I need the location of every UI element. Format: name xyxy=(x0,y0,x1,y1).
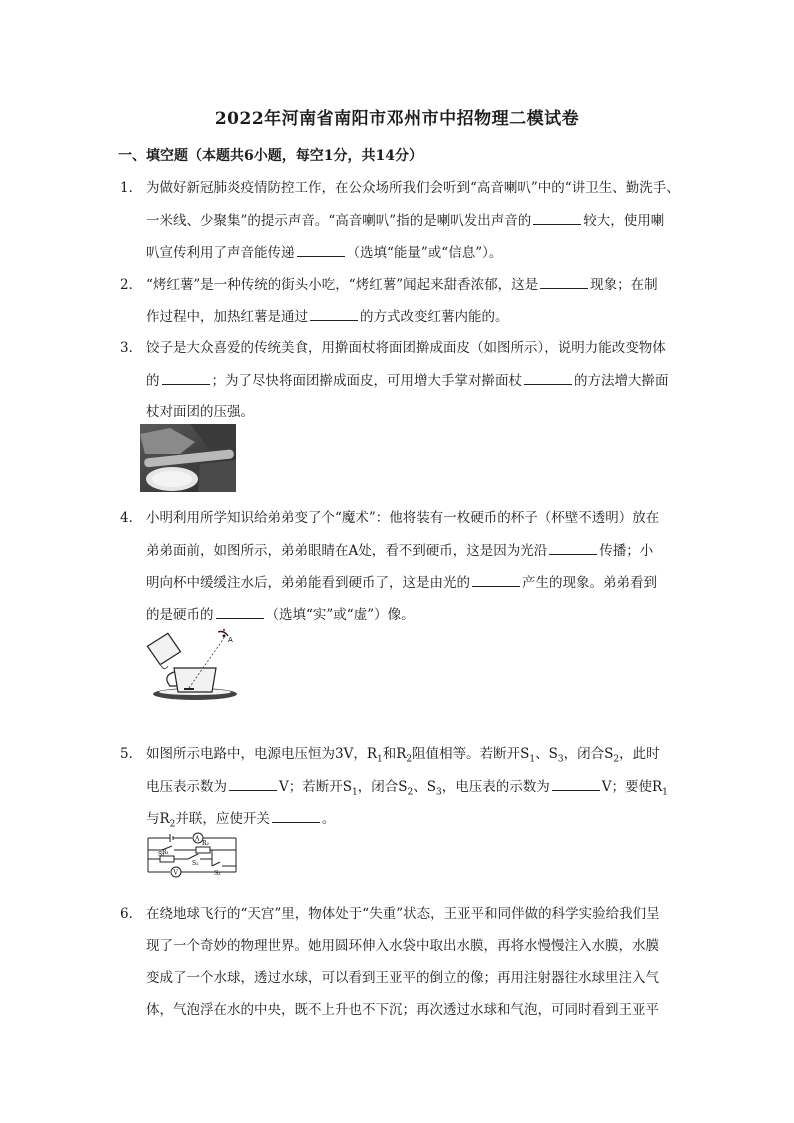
q5-line3: 与$R_2$并联，应使开关 。 xyxy=(146,808,335,835)
r2-label: R₂ xyxy=(202,840,209,847)
q1-line1: 1． 为做好新冠肺炎疫情防控工作，在公众场所我们会听到“高音喇叭”中的“讲卫生、勤洗手、 xyxy=(120,180,680,196)
q5-number: 5． xyxy=(120,746,143,762)
s3-label: S₃ xyxy=(214,870,221,877)
ammeter-label: A xyxy=(195,835,200,843)
q3-line3: 杖对面团的压强。 xyxy=(146,404,254,420)
answer-blank[interactable] xyxy=(297,242,345,257)
q1-line2: 一米线、少聚集”的提示声音。“高音喇叭”指的是喇叭发出声音的 较大，使用喇 xyxy=(146,210,664,231)
q6-line4: 体，气泡浮在水的中央，既不上升也不下沉；再次透过水球和气泡，可同时看到王亚平 xyxy=(146,1002,659,1018)
cup-coin-figure xyxy=(140,628,240,704)
s1-label: S₁ xyxy=(158,851,165,858)
answer-blank[interactable] xyxy=(310,306,358,321)
q2-line2: 作过程中，加热红薯是通过 的方式改变红薯内能的。 xyxy=(146,306,509,327)
q4-line2: 弟弟面前，如图所示，弟弟眼睛在A处，看不到硬币，这是因为光沿 传播；小 xyxy=(146,540,653,561)
q4-line4: 的是硬币的 （选填“实”或“虚”）像。 xyxy=(146,604,415,625)
q6-line3: 变成了一个水球，透过水球，可以看到王亚平的倒立的像；再用注射器往水球里注入气 xyxy=(146,970,659,986)
q3-line2: 的 ；为了尽快将面团擀成面皮，可用增大手掌对擀面杖 的方法增大擀面 xyxy=(146,370,669,391)
answer-blank[interactable] xyxy=(524,370,572,385)
answer-blank[interactable] xyxy=(533,210,581,225)
point-a-label: A xyxy=(228,636,233,644)
q4-line1: 4． 小明利用所学知识给弟弟变了个“魔术”：他将装有一枚硬币的杯子（杯壁不透明）放在 xyxy=(120,510,660,526)
q3-number: 3． xyxy=(120,340,143,356)
rolling-pin-photo xyxy=(140,424,236,492)
q4-line3: 明向杯中缓缓注水后，弟弟能看到硬币了，这是由光的 产生的现象。弟弟看到 xyxy=(146,572,657,593)
page-title: 2022年河南省南阳市邓州市中招物理二模试卷 xyxy=(214,109,580,129)
answer-blank[interactable] xyxy=(472,572,520,587)
q6-line1: 6． 在绕地球飞行的“天宫”里，物体处于“失重”状态，王亚平和同伴做的科学实验给我们呈 xyxy=(120,906,660,922)
q2-number: 2． xyxy=(120,277,143,293)
answer-blank[interactable] xyxy=(540,274,588,289)
answer-blank[interactable] xyxy=(272,808,320,823)
q2-line1: 2． “烤红薯”是一种传统的街头小吃，“烤红薯”闻起来甜香浓郁，这是 现象；在制 xyxy=(120,274,658,295)
section-heading: 一、填空题（本题共6小题，每空1分，共14分） xyxy=(118,148,423,164)
q5-line1: 5． 如图所示电路中，电源电压恒为3V，$R_1$和$R_2$阻值相等。若断开$S_1$、$S_3$，闭合$S_2$，此时 xyxy=(120,746,660,765)
q5-line2: 电压表示数为 V；若断开$S_1$，闭合$S_2$、$S_3$，电压表的示数为 V；要使$R_1$ xyxy=(146,776,668,803)
q6-line2: 现了一个奇妙的物理世界。她用圆环伸入水袋中取出水膜，再将水慢慢注入水膜，水膜 xyxy=(146,938,659,954)
answer-blank[interactable] xyxy=(552,776,600,791)
q6-number: 6． xyxy=(120,906,143,922)
q1-line3: 叭宣传利用了声音能传递 （选填“能量”或“信息”）。 xyxy=(146,242,502,263)
q3-line1: 3． 饺子是大众喜爱的传统美食，用擀面杖将面团擀成面皮（如图所示），说明力能改变物体 xyxy=(120,340,666,356)
answer-blank[interactable] xyxy=(229,776,277,791)
answer-blank[interactable] xyxy=(549,540,597,555)
voltmeter-label: V xyxy=(173,869,178,877)
q1-number: 1． xyxy=(120,180,143,196)
q4-number: 4． xyxy=(120,510,143,526)
circuit-diagram xyxy=(142,832,242,878)
answer-blank[interactable] xyxy=(162,370,210,385)
s2-label: S₂ xyxy=(192,860,199,867)
answer-blank[interactable] xyxy=(216,604,264,619)
r1-label: R₁ xyxy=(162,849,169,856)
